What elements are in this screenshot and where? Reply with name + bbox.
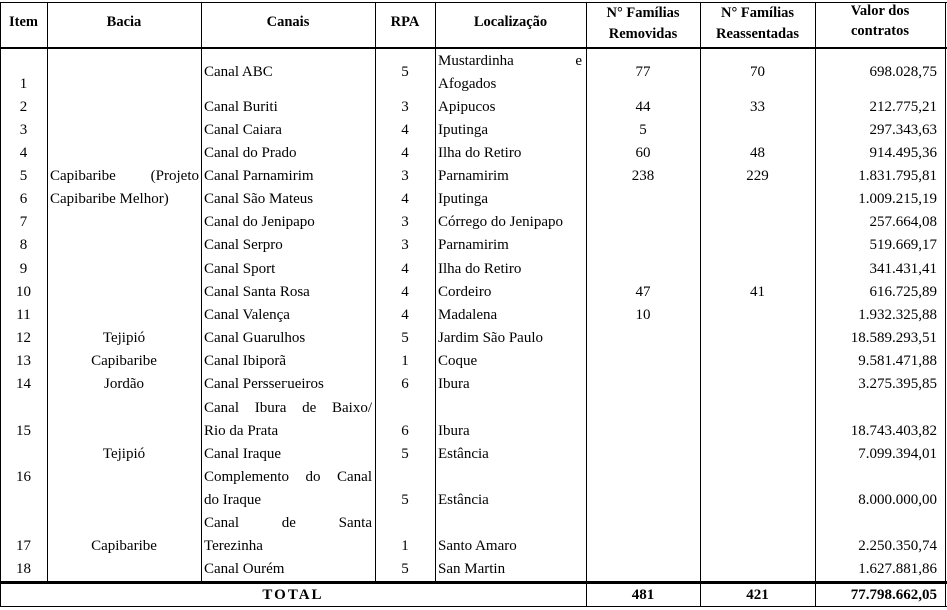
total-reassentadas: 421	[746, 587, 769, 603]
row14-bacia: Jordão	[104, 376, 144, 392]
row2-canal: Canal Buriti	[204, 99, 278, 115]
header-localizacao: Localização	[473, 14, 548, 30]
row5-reassentadas: 229	[746, 168, 769, 184]
row12-canal: Canal Guarulhos	[204, 330, 306, 346]
row15-canal-word-b: Ibura	[254, 400, 287, 416]
row17-rpa: 1	[401, 538, 409, 554]
row3-canal: Canal Caiara	[204, 122, 282, 138]
row18-canal: Canal Ourém	[204, 561, 285, 577]
row13-valor: 9.581.471,88	[858, 353, 937, 369]
row5-loc: Parnamirim	[438, 168, 509, 184]
row5-valor: 1.831.795,81	[858, 168, 937, 184]
row11-canal: Canal Valença	[204, 307, 290, 323]
header-valor-line1: Valor dos	[850, 3, 910, 19]
row9-canal: Canal Sport	[204, 261, 276, 277]
row16-canal-line1	[201, 466, 375, 489]
header-canais: Canais	[266, 14, 310, 30]
row7-valor: 257.664,08	[869, 214, 937, 230]
col-border-8	[945, 2, 946, 607]
row3-removidas: 5	[639, 122, 647, 138]
row2-rpa: 3	[401, 99, 409, 115]
row2-loc: Apipucos	[438, 99, 496, 115]
row11-removidas: 10	[635, 307, 651, 323]
row15-canal-line1	[201, 397, 375, 420]
row15-canal-word-a: Canal	[204, 400, 239, 416]
row3-valor: 297.343,63	[869, 122, 937, 138]
row12-item: 12	[16, 330, 31, 346]
row1-loc-word-b: e	[575, 53, 582, 69]
row6-loc: Iputinga	[438, 191, 488, 207]
row17-canal-line1	[201, 512, 375, 535]
row11-item: 11	[16, 307, 31, 323]
col-border-1	[47, 2, 48, 582]
row15-canal-word-c: de	[302, 400, 317, 416]
row1-item: 1	[19, 76, 28, 92]
row6-rpa: 4	[401, 191, 409, 207]
row7-rpa: 3	[401, 214, 409, 230]
row18-rpa: 5	[401, 561, 409, 577]
row11-loc: Madalena	[438, 307, 498, 323]
row4-canal: Canal do Prado	[204, 145, 297, 161]
bacia-group1-word-a: Capibaribe	[50, 168, 116, 184]
row10-canal: Canal Santa Rosa	[204, 284, 310, 300]
row17-valor: 2.250.350,74	[858, 538, 937, 554]
row15b-bacia: Tejipió	[102, 446, 146, 462]
total-removidas: 481	[631, 587, 655, 603]
row1-rpa: 5	[401, 64, 409, 80]
row14-rpa: 6	[401, 376, 409, 392]
row17-canal-word-c: Santa	[338, 515, 372, 531]
row17-canal-line2: Terezinha	[204, 538, 263, 554]
row10-valor: 616.725,89	[869, 284, 937, 300]
row1-loc-word-a: Mustardinha	[438, 53, 514, 69]
row10-loc: Cordeiro	[438, 284, 492, 300]
row1-reassentadas: 70	[750, 64, 765, 80]
row15-item: 15	[16, 423, 31, 439]
row16-loc: Estância	[438, 492, 489, 508]
row16-canal-word-b: do	[305, 469, 321, 485]
row10-rpa: 4	[401, 284, 409, 300]
row15-canal-word-d: Baixo/	[331, 400, 372, 416]
header-item: Item	[9, 14, 38, 30]
row7-loc: Córrego do Jenipapo	[438, 214, 563, 230]
row17-canal-word-a: Canal	[204, 515, 239, 531]
row16-canal-word-a: Complemento	[204, 469, 289, 485]
row9-item: 9	[19, 261, 28, 277]
header-reassentadas-line2: Reassentadas	[716, 26, 799, 42]
row11-rpa: 4	[401, 307, 409, 323]
row8-loc: Parnamirim	[438, 237, 509, 253]
row13-bacia: Capibaribe	[91, 353, 157, 369]
row12-rpa: 5	[401, 330, 409, 346]
row8-canal: Canal Serpro	[204, 237, 283, 253]
row4-reassentadas: 48	[750, 145, 765, 161]
row5-item: 5	[19, 168, 28, 184]
bacia-group1-line2: Capibaribe Melhor)	[50, 191, 169, 207]
row1-canal: Canal ABC	[204, 64, 273, 80]
row15-valor: 18.743.403,82	[850, 423, 937, 439]
header-bottom-border	[0, 47, 947, 49]
row17-bacia: Capibaribe	[91, 538, 157, 554]
row5-canal: Canal Parnamirim	[204, 168, 314, 184]
row6-canal: Canal São Mateus	[204, 191, 314, 207]
row3-loc: Iputinga	[438, 122, 488, 138]
row18-item: 18	[16, 561, 31, 577]
row4-removidas: 60	[635, 145, 651, 161]
row5-rpa: 3	[401, 168, 409, 184]
row7-item: 7	[19, 214, 28, 230]
bacia-group1-line1	[47, 165, 201, 188]
row17-item: 17	[16, 538, 31, 554]
row1-loc-line2: Afogados	[438, 76, 497, 92]
row12-loc: Jardim São Paulo	[438, 330, 543, 346]
row15b-rpa: 5	[401, 446, 409, 462]
row1-loc-line1	[435, 50, 586, 73]
row17-canal-word-b: de	[281, 515, 296, 531]
row16-rpa: 5	[401, 492, 409, 508]
row3-rpa: 4	[401, 122, 409, 138]
header-bacia: Bacia	[106, 14, 142, 30]
header-removidas-line1: N° Famílias	[606, 5, 680, 21]
row16-valor: 8.000.000,00	[858, 492, 937, 508]
row13-item: 13	[16, 353, 31, 369]
row11-valor: 1.932.325,88	[858, 307, 937, 323]
row3-item: 3	[19, 122, 28, 138]
row1-valor: 698.028,75	[869, 64, 937, 80]
row13-rpa: 1	[401, 353, 409, 369]
row8-rpa: 3	[401, 237, 409, 253]
total-label: TOTAL	[262, 587, 324, 603]
row6-valor: 1.009.215,19	[858, 191, 937, 207]
bacia-group1-word-b: (Projeto	[150, 168, 199, 184]
row2-removidas: 44	[635, 99, 651, 115]
row18-loc: San Martin	[438, 561, 506, 577]
row6-item: 6	[19, 191, 28, 207]
header-reassentadas-line1: N° Famílias	[720, 5, 795, 21]
row1-removidas: 77	[635, 64, 651, 80]
row8-valor: 519.669,17	[869, 237, 937, 253]
row12-valor: 18.589.293,51	[850, 330, 937, 346]
row10-item: 10	[16, 284, 31, 300]
row7-canal: Canal do Jenipapo	[204, 214, 315, 230]
row15-canal-line2: Rio da Prata	[204, 423, 279, 439]
row17-loc: Santo Amaro	[438, 538, 517, 554]
row13-canal: Canal Ibiporã	[204, 353, 287, 369]
row9-loc: Ilha do Retiro	[438, 261, 522, 277]
row9-valor: 341.431,41	[869, 261, 937, 277]
row16-item: 16	[16, 469, 31, 485]
row12-bacia: Tejipió	[102, 330, 146, 346]
total-valor: 77.798.662,05	[850, 587, 937, 603]
row14-item: 14	[16, 376, 31, 392]
row14-canal: Canal Persseгueiros	[204, 376, 324, 392]
row2-reassentadas: 33	[750, 99, 765, 115]
row15b-loc: Estância	[438, 446, 489, 462]
row4-valor: 914.495,36	[869, 145, 937, 161]
row13-loc: Coque	[438, 353, 478, 369]
header-valor-line2: contratos	[851, 23, 909, 39]
row5-removidas: 238	[631, 168, 655, 184]
row10-removidas: 47	[635, 284, 651, 300]
row16-canal-line2: do Iraque	[204, 492, 262, 508]
row4-item: 4	[19, 145, 28, 161]
row14-valor: 3.275.395,85	[858, 376, 937, 392]
header-removidas-line2: Removidas	[608, 26, 678, 42]
row16-canal-word-c: Canal	[337, 469, 372, 485]
row14-loc: Ibura	[438, 376, 470, 392]
row9-rpa: 4	[401, 261, 409, 277]
row18-valor: 1.627.881,86	[858, 561, 937, 577]
row10-reassentadas: 41	[750, 284, 765, 300]
row15-rpa: 6	[401, 423, 409, 439]
row2-item: 2	[19, 99, 28, 115]
row15b-canal: Canal Iraque	[204, 446, 282, 462]
header-rpa: RPA	[390, 14, 420, 30]
row4-rpa: 4	[401, 145, 409, 161]
row15b-valor: 7.099.394,01	[858, 446, 937, 462]
row15-loc: Ibura	[438, 423, 470, 439]
row2-valor: 212.775,21	[869, 99, 937, 115]
col-border-6	[700, 2, 701, 607]
row4-loc: Ilha do Retiro	[438, 145, 522, 161]
row8-item: 8	[19, 237, 28, 253]
